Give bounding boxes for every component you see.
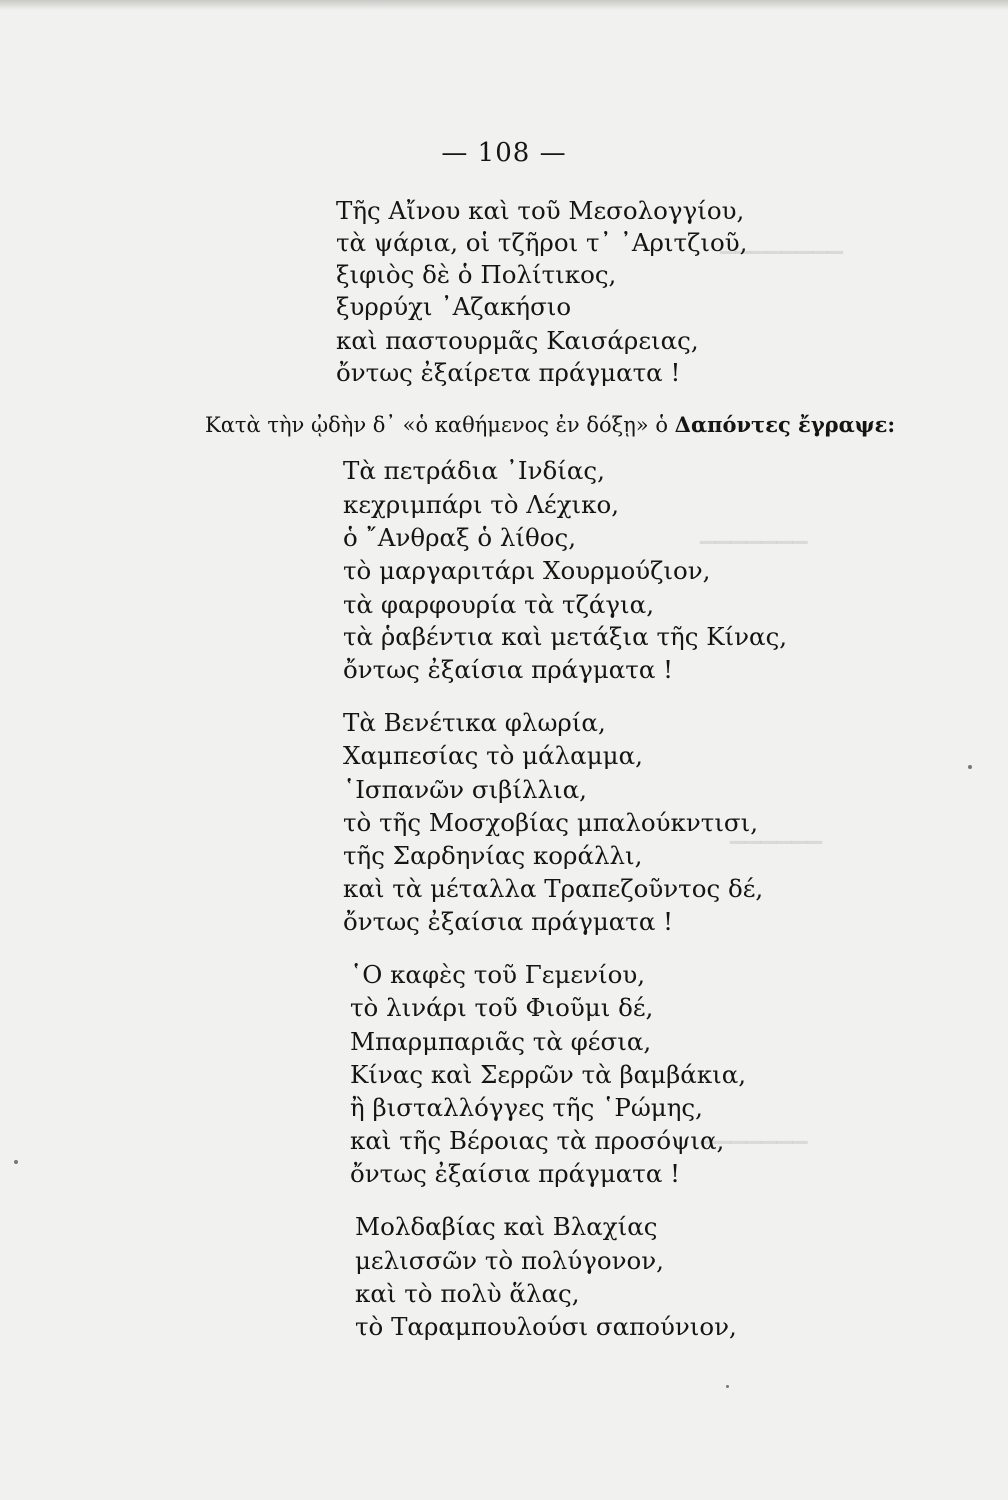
verse-line: ὄντως ἐξαίρετα πράγματα ! [336, 358, 681, 387]
intro-author: Δαπόντες ἔγραψε: [674, 412, 896, 437]
verse-line: τὰ ῥαβέντια καὶ μετάξια τῆς Κίνας, [343, 622, 788, 651]
ink-speck [968, 765, 972, 769]
verse-line: ῾Ισπανῶν σιβίλλια, [343, 775, 587, 804]
verse-line: ἢ βισταλλόγγες τῆς ῾Ρώμης, [350, 1093, 703, 1122]
ink-speck [14, 1160, 18, 1164]
verse-line: ὄντως ἐξαίσια πράγματα ! [343, 907, 674, 936]
page-edge-shadow [0, 0, 1008, 10]
verse-line: Μολδαβίας καὶ Βλαχίας [355, 1212, 658, 1241]
verse-line: καὶ τῆς Βέροιας τὰ προσόψια, [350, 1126, 725, 1155]
verse-line: κεχριμπάρι τὸ Λέχικο, [343, 490, 620, 519]
show-through-mark: ▁▁▁▁▁▁▁ [700, 1120, 808, 1144]
verse-line: ξιφιὸς δὲ ὁ Πολίτικος, [336, 260, 617, 289]
verse-line: τὸ τῆς Μοσχοβίας μπαλούκντισι, [343, 808, 759, 837]
verse-line: τὸ λινάρι τοῦ Φιοῦμι δέ, [350, 993, 654, 1022]
verse-line: Κίνας καὶ Σερρῶν τὰ βαμβάκια, [350, 1060, 747, 1089]
verse-line: καὶ τὸ πολὺ ἅλας, [355, 1279, 580, 1308]
show-through-mark: ▁▁▁▁▁▁ [730, 820, 823, 844]
verse-line: ῾Ο καφὲς τοῦ Γεμενίου, [350, 960, 646, 989]
introductory-prose [205, 410, 895, 440]
intro-text: Κατὰ τὴν ᾠδὴν δ᾽ «ὁ καθήμενος ἐν δόξῃ» ὁ [205, 413, 675, 437]
verse-line: μελισσῶν τὸ πολύγονον, [355, 1246, 664, 1275]
verse-line: Τῆς Αἴνου καὶ τοῦ Μεσολογγίου, [336, 196, 745, 225]
verse-line: τὸ Ταραμπουλούσι σαπούνιον, [355, 1312, 737, 1341]
verse-line: τὸ μαργαριτάρι Χουρμούζιον, [343, 556, 711, 585]
verse-line: ὁ ῎Ανθραξ ὁ λίθος, [343, 523, 577, 552]
verse-line: καὶ παστουρμᾶς Καισάρειας, [336, 326, 699, 355]
verse-line: τὰ ψάρια, οἱ τζῆροι τ᾽ ᾽Αριτζιοῦ, [336, 228, 748, 257]
verse-line: Τὰ πετράδια ᾽Ινδίας, [343, 456, 605, 485]
verse-line: ξυρρύχι ᾽Αζακήσιο [336, 292, 572, 321]
verse-line: τὰ φαρφουρία τὰ τζάγια, [343, 590, 654, 619]
verse-line: Χαμπεσίας τὸ μάλαμμα, [343, 741, 643, 770]
page-number: — 108 — [441, 138, 567, 168]
verse-line: τῆς Σαρδηνίας κοράλλι, [343, 841, 643, 870]
ink-speck [726, 1385, 729, 1388]
verse-line: ὄντως ἐξαίσια πράγματα ! [343, 655, 674, 684]
show-through-mark: ▁▁▁▁▁▁▁ [700, 520, 808, 544]
verse-line: καὶ τὰ μέταλλα Τραπεζοῦντος δέ, [343, 874, 764, 903]
verse-line: ὄντως ἐξαίσια πράγματα ! [350, 1159, 681, 1188]
verse-line: Τὰ Βενέτικα φλωρία, [343, 708, 606, 737]
verse-line: Μπαρμπαριᾶς τὰ φέσια, [350, 1027, 652, 1056]
show-through-mark: ▁▁▁▁▁▁▁▁ [720, 230, 844, 254]
